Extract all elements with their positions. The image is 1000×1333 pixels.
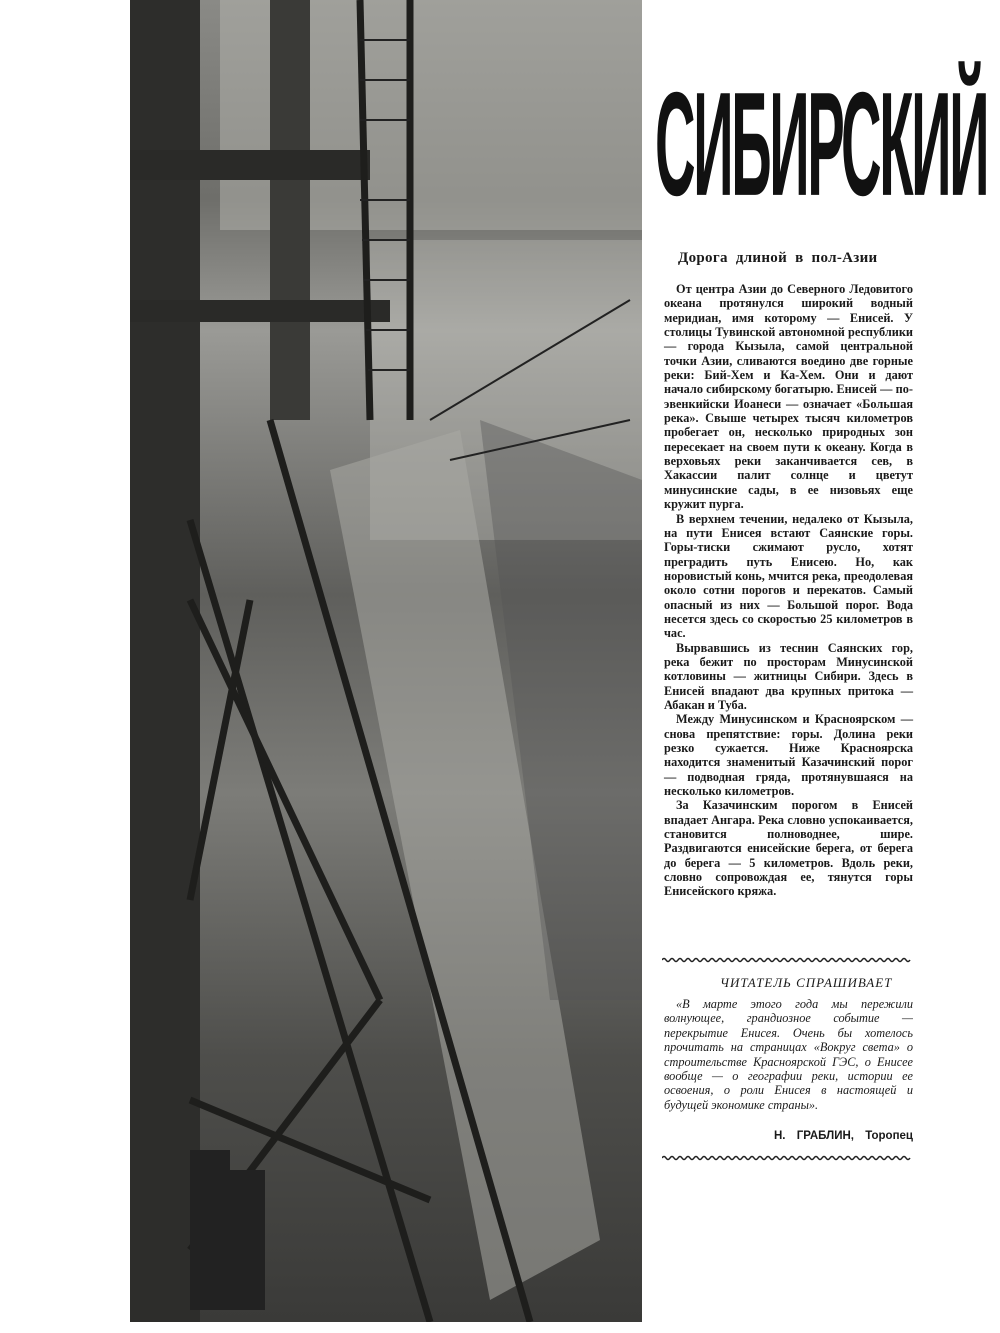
wavy-divider-bottom (662, 1154, 912, 1162)
article-paragraph: От центра Азии до Северного Ледовитого океана протянулся широкий водный меридиан, имя которому — Енисей. У столицы Тувинской автономной республики — города Кызыла, самой центральной точки Азии, сливаются воедино две горные реки: Бий-Хем и Ка-Хем. Они и дают начало сибирскому богатырю. Енисей — по-эвенкийски Иоанеси — означает «Большая река». Свыше четырех тысяч километров пробегает он, несколько природных зон пересекает на своем пути к океану. Когда в верховьях реки заканчивается сев, в Хакассии палит солнце и цветут минусинские сады, в ее низовьях еще кружит пурга. (664, 282, 913, 512)
page-title (655, 63, 988, 228)
reader-section-heading: ЧИТАТЕЛЬ СПРАШИВАЕТ (720, 975, 893, 990)
title-text: СИБИРСКИЙ (655, 63, 988, 228)
reader-author: Н. ГРАБЛИН, (774, 1130, 854, 1142)
reader-letter-text: «В марте этого года мы пережили волнующее, грандиозное событие — перекрытие Енисея. Очень бы хотелось прочитать на страницах «Вокруг света» о строительстве Красноярской ГЭС, о Енисее вообще — о географии реки, истории ее освоения, о роли Енисея в настоящей и будущей экономике страны». (664, 997, 913, 1112)
article-paragraph: За Казачинским порогом в Енисей впадает Ангара. Река словно успокаивается, становится полноводнее, шире. Раздвигаются енисейские берега, от берега до берега — 5 километров. Вдоль реки, словно сопровождая ее, тянутся горы Енисейского кряжа. (664, 798, 913, 899)
reader-letter (664, 997, 913, 1112)
article-body (664, 282, 913, 899)
reader-signature (664, 1130, 913, 1142)
article-subtitle: Дорога длиной в пол-Азии (678, 250, 878, 266)
photo-illustration (130, 0, 642, 1322)
wavy-divider-top (662, 956, 912, 964)
article-paragraph: Между Минусинском и Красноярском — снова препятствие: горы. Долина реки резко сужается. Ниже Красноярска находится знаменитый Казачинский порог — подводная гряда, протянувшаяся на несколько километров. (664, 712, 913, 799)
article-paragraph: Вырвавшись из теснин Саянских гор, река бежит по просторам Минусинской котловины — житницы Сибири. Здесь в Енисей впадают два крупных притока — Абакан и Туба. (664, 640, 913, 712)
reader-city: Торопец (865, 1130, 913, 1142)
article-paragraph: В верхнем течении, недалеко от Кызыла, на пути Енисея встают Саянские горы. Горы-тиски сжимают русло, хотят преградить путь Енисею. Но, как норовистый конь, мчится река, преодолевая около сотни порогов и перекатов. Самый опасный из них — Большой порог. Вода несется здесь со скоростью 25 километров в час. (664, 511, 913, 641)
construction-photo (130, 0, 642, 1322)
